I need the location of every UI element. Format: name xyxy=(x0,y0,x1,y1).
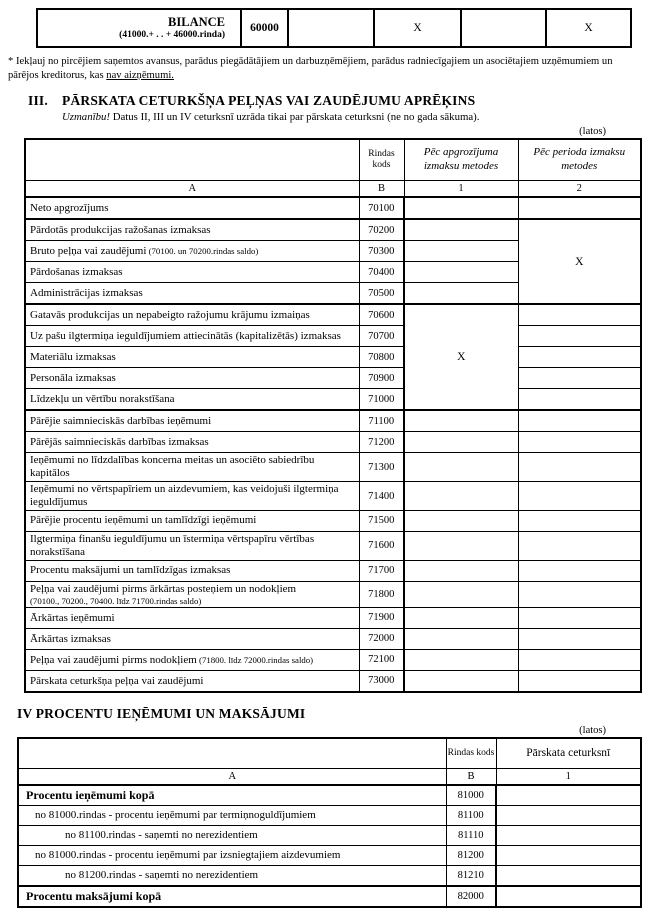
row-code: 81000 xyxy=(446,785,496,806)
value-cell xyxy=(404,581,518,607)
value-cell xyxy=(518,560,641,581)
table-row xyxy=(18,886,641,907)
value-cell xyxy=(496,845,641,865)
row-label: Ārkārtas ieņēmumi xyxy=(25,607,359,628)
row-label: Peļņa vai zaudējumi pirms ārkārtas posteņiem un nodokļiem (70100., 70200., 70400. līdz 71700.rindas saldo) xyxy=(25,581,359,607)
value-cell xyxy=(404,197,518,219)
header-method2: Pēc perioda izmaksu metodes xyxy=(518,139,641,181)
table-row xyxy=(25,326,641,347)
bilance-row-table xyxy=(36,8,632,48)
row-code: 81100 xyxy=(446,805,496,825)
table-row xyxy=(25,482,641,511)
not-applicable-x-mark: X xyxy=(404,304,518,410)
row-code: 81200 xyxy=(446,845,496,865)
bilance-row-code: 60000 xyxy=(241,9,288,47)
value-cell xyxy=(518,581,641,607)
section4-title: IV PROCENTU IEŅĒMUMI UN MAKSĀJUMI xyxy=(17,705,306,721)
row-code: 71700 xyxy=(359,560,404,581)
value-cell xyxy=(518,347,641,368)
row-code: 71900 xyxy=(359,607,404,628)
bilance-x-mark-2: X xyxy=(546,9,631,47)
bilance-formula: (41000.+ . . + 46000.rinda) xyxy=(119,29,225,40)
row-label: Pārējās saimnieciskās darbības izmaksas xyxy=(25,432,359,453)
row-code: 70200 xyxy=(359,219,404,241)
subheader-b: B xyxy=(359,181,404,198)
header-rindas-kods: Rindas kods xyxy=(446,738,496,769)
footnote xyxy=(8,55,635,82)
section3-title: PĀRSKATA CETURKŠŅA PEĻŅAS VAI ZAUDĒJUMU APRĒĶINS xyxy=(62,93,476,109)
row-label: Procentu maksājumi kopā xyxy=(18,886,446,907)
row-label-note: (70100. un 70200.rindas saldo) xyxy=(146,245,259,256)
value-cell xyxy=(404,628,518,649)
value-cell xyxy=(404,607,518,628)
table-row xyxy=(25,347,641,368)
row-label: Pārējie procentu ieņēmumi un tamlīdzīgi ieņēmumi xyxy=(25,510,359,531)
table-row xyxy=(25,628,641,649)
value-cell xyxy=(518,607,641,628)
value-cell xyxy=(404,510,518,531)
header-rindas-kods: Rindas kods xyxy=(359,139,404,181)
form-page xyxy=(0,8,645,903)
header-a-cell xyxy=(18,738,446,769)
row-label: Procentu ieņēmumi kopā xyxy=(18,785,446,806)
table-row xyxy=(25,389,641,411)
subheader-a: A xyxy=(25,181,359,198)
row-code: 71500 xyxy=(359,510,404,531)
value-cell xyxy=(404,531,518,560)
table-row xyxy=(25,510,641,531)
bilance-x-mark-1: X xyxy=(374,9,461,47)
table-row xyxy=(25,649,641,670)
row-label: Uz pašu ilgtermiņa ieguldījumiem attiecinātās (kapitalizētās) izmaksas xyxy=(25,326,359,347)
row-code: 82000 xyxy=(446,886,496,907)
table-row xyxy=(18,805,641,825)
subheader-2: 2 xyxy=(518,181,641,198)
row-code: 73000 xyxy=(359,670,404,692)
row-code: 81110 xyxy=(446,825,496,845)
table-row xyxy=(25,197,641,219)
row-label: no 81100.rindas - saņemti no nerezidentiem xyxy=(18,825,446,845)
value-cell xyxy=(518,670,641,692)
row-code: 70100 xyxy=(359,197,404,219)
value-cell xyxy=(404,649,518,670)
row-label: Pārdotās produkcijas ražošanas izmaksas xyxy=(25,219,359,241)
row-code: 71000 xyxy=(359,389,404,411)
row-label: Neto apgrozījums xyxy=(25,197,359,219)
bilance-title: BILANCE xyxy=(168,14,225,29)
table-row xyxy=(25,607,641,628)
subheader-1: 1 xyxy=(496,768,641,785)
row-label: no 81000.rindas - procentu ieņēmumi par izsniegtajiem aizdevumiem xyxy=(18,845,446,865)
value-cell xyxy=(404,241,518,262)
table-row xyxy=(25,304,641,326)
value-cell xyxy=(518,326,641,347)
value-cell xyxy=(496,825,641,845)
header-method1: Pēc apgrozījuma izmaksu metodes xyxy=(404,139,518,181)
units-label-2: (latos) xyxy=(579,724,606,736)
value-cell xyxy=(404,432,518,453)
value-cell xyxy=(518,531,641,560)
bilance-label-cell xyxy=(37,9,241,47)
value-cell xyxy=(518,432,641,453)
interest-table xyxy=(17,737,642,908)
row-code: 71600 xyxy=(359,531,404,560)
row-label: Ieņēmumi no vērtspapīriem un aizdevumiem, kas veidojuši ilgtermiņa ieguldījumus xyxy=(25,482,359,511)
row-label: Gatavās produkcijas un nepabeigto ražojumu krājumu izmaiņas xyxy=(25,304,359,326)
footnote-underlined-text: nav aizņēmumi. xyxy=(106,69,174,81)
value-cell xyxy=(404,219,518,241)
value-cell xyxy=(518,510,641,531)
header-quarter: Pārskata ceturksnī xyxy=(496,738,641,769)
value-cell xyxy=(518,482,641,511)
value-cell xyxy=(404,453,518,482)
value-cell xyxy=(496,785,641,806)
value-cell xyxy=(496,865,641,886)
row-label: Pārskata ceturkšņa peļņa vai zaudējumi xyxy=(25,670,359,692)
value-cell xyxy=(404,283,518,305)
table-row xyxy=(25,432,641,453)
table-row xyxy=(25,581,641,607)
row-label: Ilgtermiņa finanšu ieguldījumu un īstermiņa vērtspapīru vērtības norakstīšana xyxy=(25,531,359,560)
row-code: 70600 xyxy=(359,304,404,326)
row-label: Ieņēmumi no līdzdalības koncerna meitas un asociēto sabiedrību kapitālos xyxy=(25,453,359,482)
table-row xyxy=(25,560,641,581)
row-code: 71300 xyxy=(359,453,404,482)
units-label-1: (latos) xyxy=(579,126,606,138)
row-code: 70500 xyxy=(359,283,404,305)
row-label-note: (71800. līdz 72000.rindas saldo) xyxy=(196,654,314,665)
row-code: 72100 xyxy=(359,649,404,670)
value-cell xyxy=(404,262,518,283)
value-cell xyxy=(518,649,641,670)
subheader-a: A xyxy=(18,768,446,785)
value-cell xyxy=(404,560,518,581)
table-subheader-row xyxy=(25,181,641,198)
row-label: no 81200.rindas - saņemti no nerezidentiem xyxy=(18,865,446,886)
section3-heading xyxy=(28,93,645,109)
table-header-row xyxy=(25,139,641,181)
row-label: Personāla izmaksas xyxy=(25,368,359,389)
header-a-cell xyxy=(25,139,359,181)
table-row xyxy=(18,825,641,845)
subheader-b: B xyxy=(446,768,496,785)
row-label-note: (70100., 70200., 70400. līdz 71700.rindas saldo) xyxy=(30,595,202,606)
value-cell xyxy=(404,482,518,511)
bilance-value-cell-1 xyxy=(288,9,374,47)
table-row xyxy=(25,531,641,560)
subheader-1: 1 xyxy=(404,181,518,198)
value-cell xyxy=(404,670,518,692)
row-label: Līdzekļu un vērtību norakstīšana xyxy=(25,389,359,411)
row-code: 71200 xyxy=(359,432,404,453)
value-cell xyxy=(496,805,641,825)
row-code: 70700 xyxy=(359,326,404,347)
value-cell xyxy=(518,410,641,432)
value-cell xyxy=(518,197,641,219)
table-row xyxy=(25,453,641,482)
value-cell xyxy=(518,368,641,389)
table-row xyxy=(25,410,641,432)
section3-note-emphasis: Uzmanību! xyxy=(62,111,110,124)
table-header-row xyxy=(18,738,641,769)
section3-note-rest: Datus II, III un IV ceturksnī uzrāda tikai par pārskata ceturksni (ne no gada sākuma). xyxy=(110,111,480,124)
table-row xyxy=(18,865,641,886)
row-label: Procentu maksājumi un tamlīdzīgas izmaksas xyxy=(25,560,359,581)
row-code: 70300 xyxy=(359,241,404,262)
row-label: Materiālu izmaksas xyxy=(25,347,359,368)
value-cell xyxy=(518,389,641,411)
row-label: Pārējie saimnieciskās darbības ieņēmumi xyxy=(25,410,359,432)
row-code: 71100 xyxy=(359,410,404,432)
row-code: 81210 xyxy=(446,865,496,886)
row-label: Bruto peļņa vai zaudējumi (70100. un 70200.rindas saldo) xyxy=(25,241,359,262)
row-label: no 81000.rindas - procentu ieņēmumi par termiņnoguldījumiem xyxy=(18,805,446,825)
not-applicable-x-mark: X xyxy=(518,219,641,304)
value-cell xyxy=(496,886,641,907)
value-cell xyxy=(404,410,518,432)
table-row xyxy=(25,670,641,692)
row-label: Ārkārtas izmaksas xyxy=(25,628,359,649)
value-cell xyxy=(518,304,641,326)
row-code: 70800 xyxy=(359,347,404,368)
bilance-row xyxy=(37,9,631,47)
table-subheader-row xyxy=(18,768,641,785)
table-row xyxy=(25,368,641,389)
profit-loss-table xyxy=(24,138,642,693)
row-code: 71400 xyxy=(359,482,404,511)
row-code: 71800 xyxy=(359,581,404,607)
row-label: Administrācijas izmaksas xyxy=(25,283,359,305)
row-code: 70400 xyxy=(359,262,404,283)
table-row xyxy=(18,845,641,865)
row-code: 72000 xyxy=(359,628,404,649)
row-label: Pārdošanas izmaksas xyxy=(25,262,359,283)
table-row xyxy=(18,785,641,806)
row-label: Peļņa vai zaudējumi pirms nodokļiem (71800. līdz 72000.rindas saldo) xyxy=(25,649,359,670)
section3-number: III. xyxy=(28,93,48,109)
value-cell xyxy=(518,453,641,482)
bilance-value-cell-2 xyxy=(461,9,546,47)
value-cell xyxy=(518,628,641,649)
section3-note xyxy=(62,111,645,123)
footnote-text: * Iekļauj no pircējiem saņemtos avansus, parādus piegādātājiem un darbuzņēmējiem, parādus radniecīgajiem un asociētajiem uzņēmumiem un pārējos kreditorus, kas xyxy=(8,56,613,81)
row-code: 70900 xyxy=(359,368,404,389)
table-row xyxy=(25,219,641,241)
